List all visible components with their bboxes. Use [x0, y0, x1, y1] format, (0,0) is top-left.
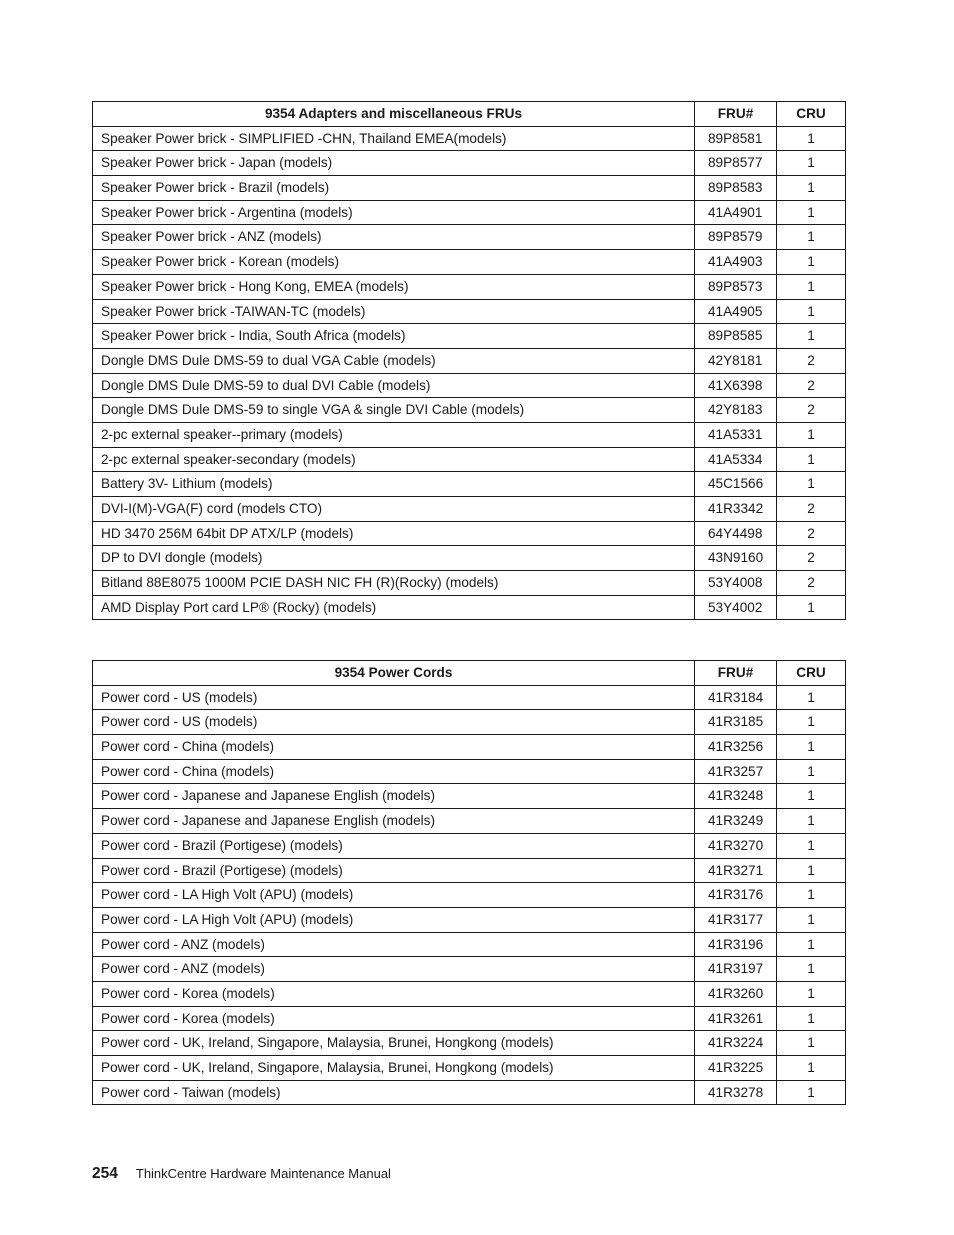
table-row: [93, 833, 846, 858]
part-description-cell: Speaker Power brick - Argentina (models): [93, 200, 695, 225]
table-row: [93, 883, 846, 908]
table-row: [93, 546, 846, 571]
cru-tier-cell: 1: [777, 883, 846, 908]
part-description-cell: Speaker Power brick - ANZ (models): [93, 225, 695, 250]
table-row: [93, 151, 846, 176]
fru-number-cell: 53Y4008: [695, 571, 777, 596]
fru-number-cell: 53Y4002: [695, 595, 777, 620]
table-row: [93, 250, 846, 275]
part-description-cell: Dongle DMS Dule DMS-59 to dual VGA Cable (models): [93, 348, 695, 373]
part-description-cell: Speaker Power brick - Hong Kong, EMEA (models): [93, 274, 695, 299]
table-row: [93, 497, 846, 522]
cru-tier-cell: 1: [777, 176, 846, 201]
fru-number-cell: 41A4901: [695, 200, 777, 225]
fru-number-cell: 45C1566: [695, 472, 777, 497]
fru-number-cell: 41X6398: [695, 373, 777, 398]
part-description-cell: Power cord - Japanese and Japanese English (models): [93, 809, 695, 834]
cru-tier-cell: 1: [777, 422, 846, 447]
part-description-cell: Power cord - ANZ (models): [93, 932, 695, 957]
fru-number-cell: 89P8583: [695, 176, 777, 201]
table-row: [93, 932, 846, 957]
fru-number-cell: 41R3197: [695, 957, 777, 982]
table-row: [93, 274, 846, 299]
cru-tier-cell: 1: [777, 759, 846, 784]
fru-number-cell: 41R3248: [695, 784, 777, 809]
fru-number-cell: 89P8573: [695, 274, 777, 299]
part-description-cell: Dongle DMS Dule DMS-59 to dual DVI Cable (models): [93, 373, 695, 398]
part-description-cell: Power cord - LA High Volt (APU) (models): [93, 907, 695, 932]
column-header-description: 9354 Power Cords: [93, 661, 695, 686]
fru-number-cell: 43N9160: [695, 546, 777, 571]
fru-number-cell: 41R3271: [695, 858, 777, 883]
cru-tier-cell: 1: [777, 1031, 846, 1056]
table-row: [93, 126, 846, 151]
table-row: [93, 809, 846, 834]
fru-number-cell: 41A4903: [695, 250, 777, 275]
cru-tier-cell: 1: [777, 685, 846, 710]
table-row: [93, 472, 846, 497]
part-description-cell: Speaker Power brick - SIMPLIFIED -CHN, Thailand EMEA(models): [93, 126, 695, 151]
table-row: [93, 957, 846, 982]
table-row: [93, 200, 846, 225]
table-row: [93, 299, 846, 324]
cru-tier-cell: 1: [777, 907, 846, 932]
part-description-cell: Power cord - Taiwan (models): [93, 1080, 695, 1105]
part-description-cell: Power cord - UK, Ireland, Singapore, Malaysia, Brunei, Hongkong (models): [93, 1056, 695, 1081]
cru-tier-cell: 1: [777, 151, 846, 176]
fru-number-cell: 64Y4498: [695, 521, 777, 546]
table-row: [93, 422, 846, 447]
table-row: [93, 1006, 846, 1031]
fru-number-cell: 41R3185: [695, 710, 777, 735]
fru-number-cell: 89P8579: [695, 225, 777, 250]
part-description-cell: 2-pc external speaker--primary (models): [93, 422, 695, 447]
table-row: [93, 1031, 846, 1056]
power-cords-fru-table: [92, 660, 846, 1105]
table-row: [93, 907, 846, 932]
cru-tier-cell: 1: [777, 809, 846, 834]
page-footer: [92, 1165, 391, 1183]
table-row: [93, 176, 846, 201]
table-header-row: [93, 102, 846, 127]
column-header-cru: CRU: [777, 102, 846, 127]
cru-tier-cell: 2: [777, 373, 846, 398]
part-description-cell: Power cord - Japanese and Japanese English (models): [93, 784, 695, 809]
table-row: [93, 1080, 846, 1105]
part-description-cell: Power cord - US (models): [93, 685, 695, 710]
fru-number-cell: 89P8577: [695, 151, 777, 176]
part-description-cell: Dongle DMS Dule DMS-59 to single VGA & single DVI Cable (models): [93, 398, 695, 423]
cru-tier-cell: 1: [777, 735, 846, 760]
fru-number-cell: 41R3260: [695, 981, 777, 1006]
part-description-cell: Bitland 88E8075 1000M PCIE DASH NIC FH (R)(Rocky) (models): [93, 571, 695, 596]
table-row: [93, 447, 846, 472]
fru-number-cell: 89P8585: [695, 324, 777, 349]
fru-number-cell: 42Y8183: [695, 398, 777, 423]
cru-tier-cell: 1: [777, 1056, 846, 1081]
part-description-cell: Power cord - China (models): [93, 759, 695, 784]
part-description-cell: AMD Display Port card LP® (Rocky) (models): [93, 595, 695, 620]
fru-number-cell: 41A5334: [695, 447, 777, 472]
part-description-cell: Power cord - US (models): [93, 710, 695, 735]
page-number: 254: [92, 1165, 118, 1182]
adapters-fru-table: [92, 101, 846, 620]
fru-number-cell: 41A4905: [695, 299, 777, 324]
fru-number-cell: 41R3342: [695, 497, 777, 522]
part-description-cell: Power cord - Brazil (Portigese) (models): [93, 833, 695, 858]
part-description-cell: Power cord - ANZ (models): [93, 957, 695, 982]
table-row: [93, 685, 846, 710]
fru-number-cell: 41R3184: [695, 685, 777, 710]
cru-tier-cell: 1: [777, 932, 846, 957]
fru-number-cell: 41R3249: [695, 809, 777, 834]
part-description-cell: Speaker Power brick -TAIWAN-TC (models): [93, 299, 695, 324]
cru-tier-cell: 2: [777, 546, 846, 571]
cru-tier-cell: 2: [777, 571, 846, 596]
cru-tier-cell: 2: [777, 497, 846, 522]
cru-tier-cell: 1: [777, 447, 846, 472]
table-row: [93, 784, 846, 809]
cru-tier-cell: 1: [777, 225, 846, 250]
part-description-cell: HD 3470 256M 64bit DP ATX/LP (models): [93, 521, 695, 546]
fru-number-cell: 41R3177: [695, 907, 777, 932]
part-description-cell: DP to DVI dongle (models): [93, 546, 695, 571]
cru-tier-cell: 1: [777, 299, 846, 324]
cru-tier-cell: 2: [777, 348, 846, 373]
table-body: [93, 126, 846, 620]
cru-tier-cell: 1: [777, 784, 846, 809]
table-row: [93, 595, 846, 620]
cru-tier-cell: 1: [777, 324, 846, 349]
cru-tier-cell: 1: [777, 858, 846, 883]
part-description-cell: Speaker Power brick - Korean (models): [93, 250, 695, 275]
fru-number-cell: 41R3270: [695, 833, 777, 858]
cru-tier-cell: 1: [777, 472, 846, 497]
fru-number-cell: 41R3278: [695, 1080, 777, 1105]
table-row: [93, 324, 846, 349]
part-description-cell: Battery 3V- Lithium (models): [93, 472, 695, 497]
fru-number-cell: 89P8581: [695, 126, 777, 151]
fru-number-cell: 41R3225: [695, 1056, 777, 1081]
part-description-cell: Power cord - UK, Ireland, Singapore, Malaysia, Brunei, Hongkong (models): [93, 1031, 695, 1056]
fru-number-cell: 41R3196: [695, 932, 777, 957]
table-row: [93, 348, 846, 373]
part-description-cell: Speaker Power brick - Japan (models): [93, 151, 695, 176]
table-row: [93, 710, 846, 735]
fru-number-cell: 41R3256: [695, 735, 777, 760]
table-row: [93, 735, 846, 760]
cru-tier-cell: 1: [777, 250, 846, 275]
cru-tier-cell: 1: [777, 126, 846, 151]
manual-title: ThinkCentre Hardware Maintenance Manual: [135, 1166, 391, 1181]
table-row: [93, 521, 846, 546]
cru-tier-cell: 2: [777, 398, 846, 423]
column-header-cru: CRU: [777, 661, 846, 686]
cru-tier-cell: 1: [777, 595, 846, 620]
table-row: [93, 225, 846, 250]
cru-tier-cell: 1: [777, 957, 846, 982]
column-header-description: 9354 Adapters and miscellaneous FRUs: [93, 102, 695, 127]
fru-number-cell: 41R3257: [695, 759, 777, 784]
cru-tier-cell: 2: [777, 521, 846, 546]
cru-tier-cell: 1: [777, 1080, 846, 1105]
table-header-row: [93, 661, 846, 686]
part-description-cell: 2-pc external speaker-secondary (models): [93, 447, 695, 472]
cru-tier-cell: 1: [777, 981, 846, 1006]
fru-number-cell: 41R3176: [695, 883, 777, 908]
table-row: [93, 858, 846, 883]
part-description-cell: Speaker Power brick - Brazil (models): [93, 176, 695, 201]
cru-tier-cell: 1: [777, 274, 846, 299]
table-row: [93, 759, 846, 784]
cru-tier-cell: 1: [777, 200, 846, 225]
table-body: [93, 685, 846, 1105]
table-row: [93, 981, 846, 1006]
table-row: [93, 398, 846, 423]
part-description-cell: Power cord - Brazil (Portigese) (models): [93, 858, 695, 883]
cru-tier-cell: 1: [777, 833, 846, 858]
fru-number-cell: 41A5331: [695, 422, 777, 447]
part-description-cell: Power cord - China (models): [93, 735, 695, 760]
cru-tier-cell: 1: [777, 1006, 846, 1031]
fru-number-cell: 41R3261: [695, 1006, 777, 1031]
part-description-cell: DVI-I(M)-VGA(F) cord (models CTO): [93, 497, 695, 522]
part-description-cell: Power cord - Korea (models): [93, 981, 695, 1006]
column-header-fru: FRU#: [695, 102, 777, 127]
part-description-cell: Power cord - Korea (models): [93, 1006, 695, 1031]
table-row: [93, 1056, 846, 1081]
column-header-fru: FRU#: [695, 661, 777, 686]
fru-number-cell: 42Y8181: [695, 348, 777, 373]
part-description-cell: Speaker Power brick - India, South Africa (models): [93, 324, 695, 349]
table-row: [93, 571, 846, 596]
cru-tier-cell: 1: [777, 710, 846, 735]
part-description-cell: Power cord - LA High Volt (APU) (models): [93, 883, 695, 908]
fru-number-cell: 41R3224: [695, 1031, 777, 1056]
table-row: [93, 373, 846, 398]
